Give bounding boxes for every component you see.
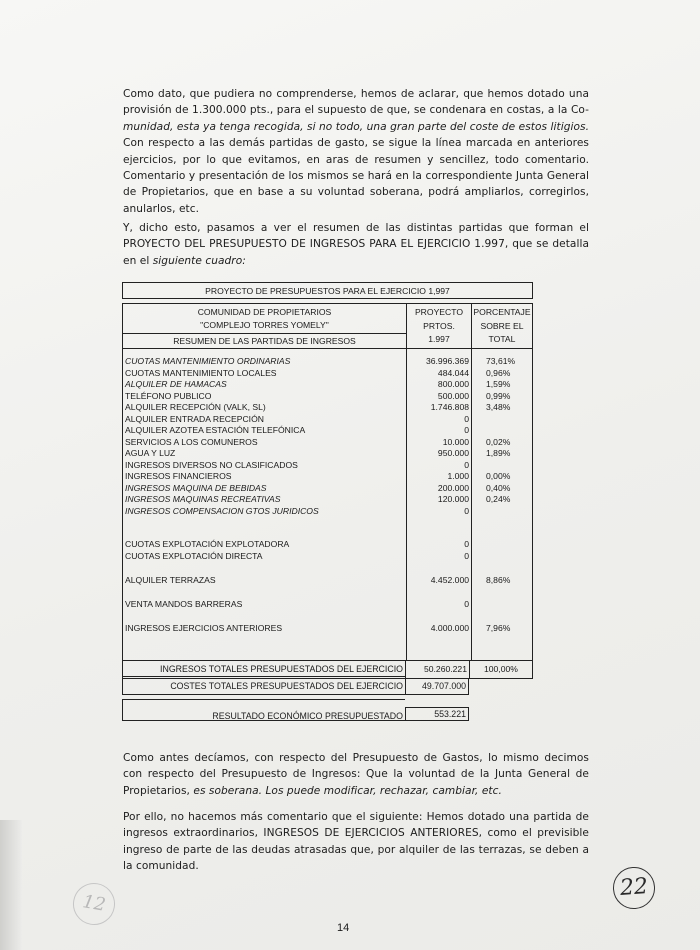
row-label: ALQUILER AZOTEA ESTACIÓN TELEFÓNICA: [125, 425, 306, 435]
paragraph-italic-text: es soberana. Los puede modificar, rechazar, cambiar, etc.: [193, 784, 502, 797]
paragraph-text: Con respecto a las demás partidas de gasto, se sigue la línea marcada en anteriores ejercicios, por lo que evitamos, en aras de resumen y sencillez, todo comentario. Comentario y presentación de los mismos se hará en la correspondiente Junta General de Propietarios, que en base a su voluntad soberana, podrá ampliarlos, corregirlos, anularlos, etc.: [123, 137, 589, 215]
paragraph-text: Como dato, que pudiera no comprenderse, hemos de aclarar, que hemos dotado una provisión de 1.300.000 pts., para el supuesto de que, se condenara en costas, a la Co-: [123, 88, 589, 117]
total-income-label: INGRESOS TOTALES PRESUPUESTADOS DEL EJERCICIO: [123, 661, 406, 678]
paragraph-italic-text: munidad, esta ya tenga recogida, si no todo, una gran parte del coste de estos litigios.: [123, 120, 589, 133]
row-amount: 484.044: [437, 367, 469, 378]
total-income-percentage: 100,00%: [484, 664, 518, 674]
row-label: ALQUILER TERRAZAS: [125, 575, 216, 585]
total-costs-label: COSTES TOTALES PRESUPUESTADOS DEL EJERCICIO: [122, 676, 405, 695]
row-percentage: 0,40%: [486, 482, 511, 493]
header-community-name: COMUNIDAD DE PROPIETARIOS: [197, 307, 332, 317]
row-percentage: 73,61%: [486, 356, 516, 366]
row-percentage: 7,96%: [486, 623, 511, 633]
result-label: RESULTADO ECONÓMICO PRESUPUESTADO: [122, 699, 405, 721]
row-amount: 1.000: [447, 471, 469, 481]
scan-edge-shadow: [0, 820, 22, 950]
row-amount: 0: [464, 413, 469, 424]
faded-handwritten-mark: 12: [70, 880, 119, 929]
row-label: INGRESOS DIVERSOS NO CLASIFICADOS: [125, 459, 298, 470]
header-text: 1.997: [428, 334, 450, 344]
row-percentage: 1,59%: [486, 379, 511, 389]
row-percentage: 0,02%: [486, 436, 511, 447]
row-label: CUOTAS MANTENIMIENTO LOCALES: [125, 367, 277, 378]
row-amount: 800.000: [437, 379, 469, 389]
income-budget-table: [122, 282, 533, 679]
paragraph-italic-text: siguiente cuadro:: [152, 254, 246, 267]
header-community: [123, 304, 407, 348]
row-label: ALQUILER DE HAMACAS: [125, 379, 227, 389]
paragraph-extraordinary-income: Por ello, no hacemos más comentario que el siguiente: Hemos dotado una partida de ingresos extraordinarios, INGRESOS DE EJERCICIOS ANTERIORES, como el previsible ingreso de parte de las deudas atrasadas que, por alquiler de las terrazas, se deben a la comunidad.: [123, 811, 589, 873]
row-amount: 950.000: [437, 448, 469, 458]
total-costs-row: [122, 676, 469, 695]
row-percentage: 0,96%: [486, 367, 511, 378]
label-column: [123, 349, 407, 660]
row-amount: 0: [464, 459, 469, 470]
row-amount: 4.000.000: [430, 623, 469, 633]
paragraph-litigation-provision: [123, 86, 589, 217]
row-percentage: 8,86%: [486, 575, 511, 585]
header-text: TOTAL: [488, 334, 516, 344]
row-amount: 36.996.369: [425, 356, 469, 366]
row-label: TELÉFONO PUBLICO: [125, 390, 212, 401]
table-title: PROYECTO DE PRESUPUESTOS PARA EL EJERCICIO 1,997: [122, 282, 533, 299]
total-income-amount: 50.260.221: [406, 661, 470, 678]
header-text: PRTOS.: [423, 320, 455, 331]
paragraph-text: Como antes decíamos, con respecto del Presupuesto de Gastos, lo mismo decimos con respecto del Presupuesto de Ingresos: Que la voluntad de la Junta General de Propietarios,: [123, 752, 589, 797]
result-amount: 553.221: [405, 707, 469, 721]
row-label: CUOTAS EXPLOTACIÓN EXPLOTADORA: [125, 539, 290, 549]
row-amount: 0: [464, 505, 469, 516]
row-amount: 0: [464, 550, 469, 561]
header-text: PORCENTAJE: [473, 307, 531, 317]
row-label: VENTA MANDOS BARRERAS: [125, 599, 243, 609]
row-label: ALQUILER RECEPCIÓN (VALK, SL): [125, 402, 266, 412]
row-percentage: 3,48%: [486, 402, 511, 412]
handwritten-page-mark: 22: [612, 866, 657, 911]
row-amount: 0: [464, 539, 469, 549]
amount-column: [407, 349, 472, 660]
row-label: SERVICIOS A LOS COMUNEROS: [125, 436, 258, 447]
header-text: SOBRE EL: [480, 320, 524, 331]
table-header: [122, 303, 533, 349]
row-label: INGRESOS MAQUINA DE BEBIDAS: [125, 482, 267, 493]
page-number: 14: [337, 922, 350, 934]
result-row: [122, 699, 469, 721]
row-label: INGRESOS MAQUINAS RECREATIVAS: [125, 494, 281, 504]
row-label: ALQUILER ENTRADA RECEPCIÓN: [125, 413, 264, 424]
row-percentage: 0,99%: [486, 390, 511, 401]
row-amount: 4.452.000: [430, 575, 469, 585]
row-label: CUOTAS MANTENIMIENTO ORDINARIAS: [125, 356, 291, 366]
row-amount: 1.746.808: [430, 402, 469, 412]
row-amount: 200.000: [437, 482, 469, 493]
row-amount: 120.000: [437, 494, 469, 504]
row-percentage: 1,89%: [486, 448, 511, 458]
row-percentage: 0,24%: [486, 494, 511, 504]
row-label: AGUA Y LUZ: [125, 448, 176, 458]
row-percentage: 0,00%: [486, 471, 511, 481]
paragraph-text: Y, dicho esto, pasamos a ver el resumen de las distintas partidas que forman el PROYECTO DEL PRESUPUESTO DE INGRESOS PARA EL EJERCICIO 1.997, que se detalla en el: [123, 222, 589, 267]
row-amount: 500.000: [437, 390, 469, 401]
row-label: INGRESOS FINANCIEROS: [125, 471, 232, 481]
header-percentage-column: [472, 304, 532, 348]
header-complex-name: "COMPLEJO TORRES YOMELY": [200, 320, 329, 330]
row-amount: 10.000: [442, 436, 469, 447]
header-project-column: [407, 304, 472, 348]
percentage-column: [472, 349, 532, 660]
row-label: CUOTAS EXPLOTACIÓN DIRECTA: [125, 550, 263, 561]
total-costs-amount: 49.707.000: [405, 678, 469, 695]
paragraph-sovereign-board: [123, 750, 589, 799]
row-label: INGRESOS EJERCICIOS ANTERIORES: [125, 623, 283, 633]
row-label: INGRESOS COMPENSACION GTOS JURIDICOS: [125, 505, 319, 516]
paragraph-intro-table: [123, 220, 589, 269]
row-amount: 0: [464, 425, 469, 435]
row-amount: 0: [464, 599, 469, 609]
table-body: [122, 349, 533, 661]
header-text: PROYECTO: [414, 307, 464, 317]
header-summary-label: RESUMEN DE LAS PARTIDAS DE INGRESOS: [123, 333, 406, 348]
